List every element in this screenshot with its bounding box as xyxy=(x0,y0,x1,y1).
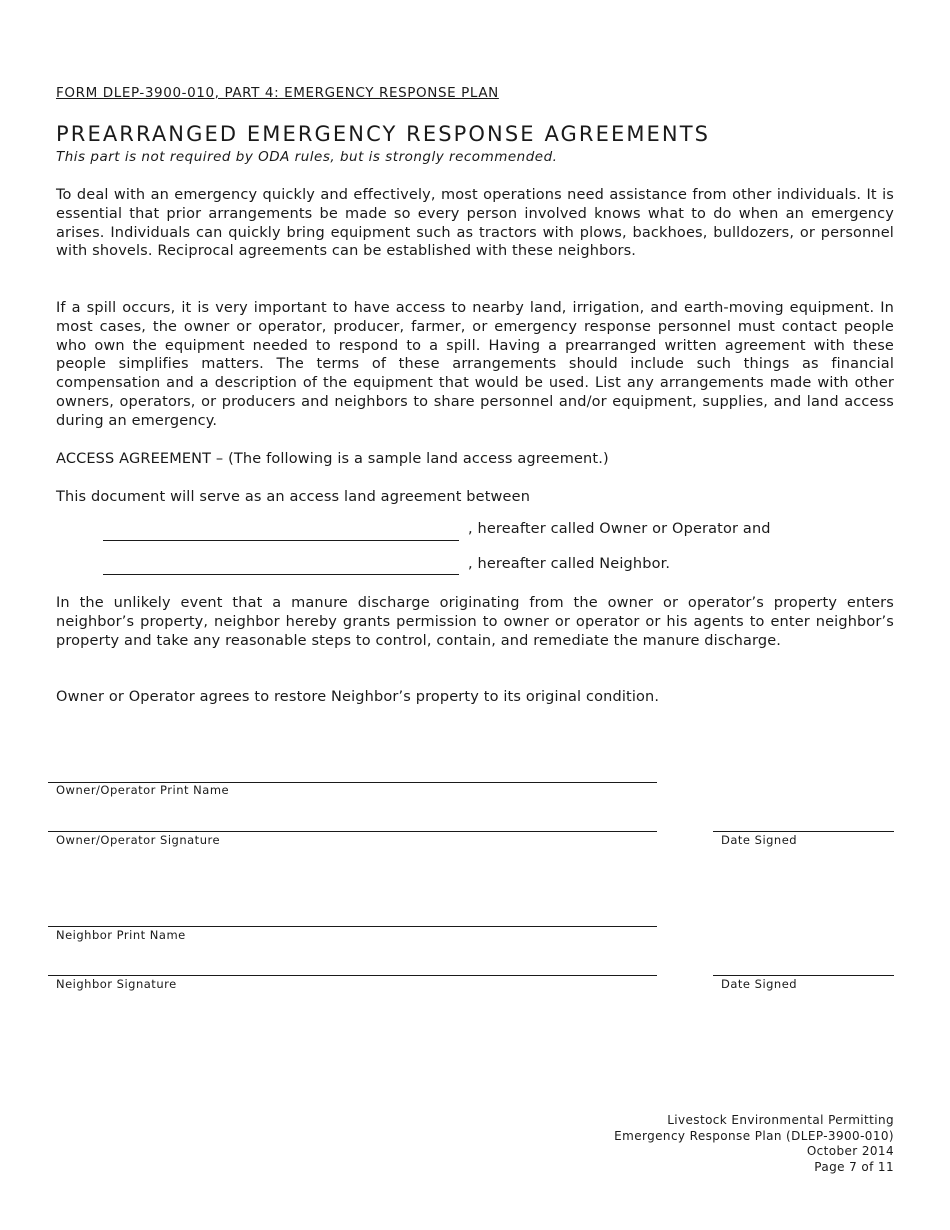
page-subtitle: This part is not required by ODA rules, but is strongly recommended. xyxy=(56,149,558,165)
neighbor-signature-label: Neighbor Signature xyxy=(56,977,177,991)
footer-document: Emergency Response Plan (DLEP-3900-010) xyxy=(614,1128,894,1143)
neighbor-date-line[interactable] xyxy=(713,975,894,976)
owner-date-label: Date Signed xyxy=(721,833,798,847)
access-agreement-heading: ACCESS AGREEMENT – (The following is a sample land access agreement.) xyxy=(56,451,609,467)
spill-paragraph: If a spill occurs, it is very important to have access to nearby land, irrigation, and earth-moving equipment. In most cases, the owner or operator, producer, farmer, or emergency response personnel must contact people who own the equipment needed to respond to a spill. Having a prearranged written agreement with these people simplifies matters. The terms of these arrangements should include such things as financial compensation and a description of the equipment that would be used. List any arrangements made with other owners, operators, or producers and neighbors to share personnel and/or equipment, supplies, and land access during an emergency. xyxy=(56,300,894,429)
page-footer xyxy=(614,1113,894,1175)
owner-blank-suffix: , hereafter called Owner or Operator and xyxy=(468,521,771,537)
neighbor-name-blank[interactable] xyxy=(103,574,459,575)
neighbor-print-name-label: Neighbor Print Name xyxy=(56,928,186,942)
owner-print-name-label: Owner/Operator Print Name xyxy=(56,783,230,797)
restore-paragraph: Owner or Operator agrees to restore Neighbor’s property to its original condition. xyxy=(56,689,660,705)
owner-date-line[interactable] xyxy=(713,831,894,832)
agreement-intro: This document will serve as an access land agreement between xyxy=(56,489,531,505)
neighbor-date-label: Date Signed xyxy=(721,977,798,991)
intro-paragraph: To deal with an emergency quickly and effectively, most operations need assistance from other individuals. It is essential that prior arrangements be made so every person involved knows what to do when an emergency arises. Individuals can quickly bring equipment such as tractors with plows, backhoes, bulldozers, or personnel with shovels. Reciprocal agreements can be established with these neighbors. xyxy=(56,187,894,260)
owner-signature-label: Owner/Operator Signature xyxy=(56,833,221,847)
owner-signature-line[interactable] xyxy=(48,831,657,832)
neighbor-signature-line[interactable] xyxy=(48,975,657,976)
page-title: PREARRANGED EMERGENCY RESPONSE AGREEMENTS xyxy=(56,122,711,146)
neighbor-blank-suffix: , hereafter called Neighbor. xyxy=(468,556,671,572)
discharge-paragraph: In the unlikely event that a manure discharge originating from the owner or operator’s property enters neighbor’s property, neighbor hereby grants permission to owner or operator or his agents to enter neighbor’s property and take any reasonable steps to control, contain, and remediate the manure discharge. xyxy=(56,595,894,649)
footer-date: October 2014 xyxy=(806,1144,894,1158)
footer-program: Livestock Environmental Permitting xyxy=(667,1113,894,1127)
form-id: FORM DLEP-3900-010, PART 4: EMERGENCY RESPONSE PLAN xyxy=(56,85,499,101)
neighbor-print-name-line[interactable] xyxy=(48,926,657,927)
page-number: Page 7 of 11 xyxy=(814,1159,894,1174)
owner-name-blank[interactable] xyxy=(103,540,459,541)
